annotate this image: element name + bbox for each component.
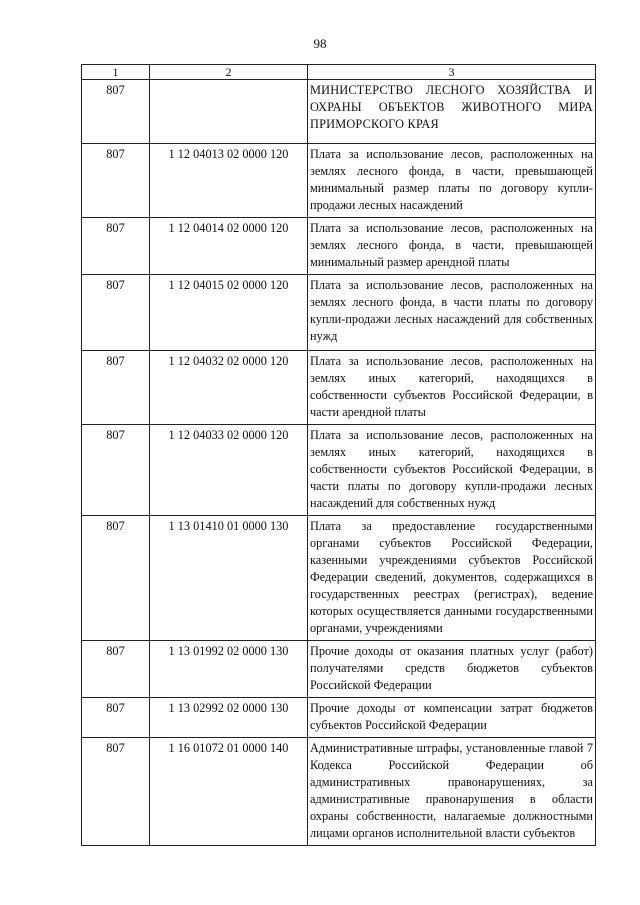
kbk-code-cell xyxy=(150,80,308,144)
kbk-code-cell: 1 16 01072 01 0000 140 xyxy=(150,738,308,846)
description-cell: Плата за использование лесов, расположенных на землях лесного фонда, в части, превышающей минимальный размер арендной платы xyxy=(308,218,596,275)
description-cell: Плата за предоставление государственными органами субъектов Российской Федерации, казенными учреждениями субъектов Российской Федерации сведений, документов, содержащихся в государственных реестрах (регистрах), ведение которых осуществляется данными государственными органами, учреждениями xyxy=(308,516,596,641)
header-col-1: 1 xyxy=(82,65,150,80)
kbk-code-cell: 1 12 04013 02 0000 120 xyxy=(150,144,308,218)
kbk-code-cell: 1 12 04014 02 0000 120 xyxy=(150,218,308,275)
kbk-code-cell: 1 13 02992 02 0000 130 xyxy=(150,698,308,738)
admin-code-cell: 807 xyxy=(82,275,150,351)
table-row xyxy=(82,698,596,738)
admin-code-cell: 807 xyxy=(82,80,150,144)
table-row xyxy=(82,641,596,698)
kbk-code-cell: 1 13 01992 02 0000 130 xyxy=(150,641,308,698)
kbk-code-cell: 1 12 04033 02 0000 120 xyxy=(150,425,308,516)
description-cell: Плата за использование лесов, расположенных на землях иных категорий, находящихся в собственности субъектов Российской Федерации, в части платы по договору купли-продажи лесных насаждений для собственных нужд xyxy=(308,425,596,516)
admin-code-cell: 807 xyxy=(82,144,150,218)
admin-code-cell: 807 xyxy=(82,698,150,738)
description-cell: Плата за использование лесов, расположенных на землях лесного фонда, в части платы по договору купли-продажи лесных насаждений для собственных нужд xyxy=(308,275,596,351)
table-row xyxy=(82,425,596,516)
description-cell: Плата за использование лесов, расположенных на землях лесного фонда, в части, превышающей минимальный размер платы по договору купли-продажи лесных насаждений xyxy=(308,144,596,218)
header-col-3: 3 xyxy=(308,65,596,80)
kbk-code-cell: 1 13 01410 01 0000 130 xyxy=(150,516,308,641)
table-row xyxy=(82,218,596,275)
description-cell: Прочие доходы от компенсации затрат бюджетов субъектов Российской Федерации xyxy=(308,698,596,738)
kbk-code-cell: 1 12 04032 02 0000 120 xyxy=(150,351,308,425)
table-row xyxy=(82,738,596,846)
description-cell: Прочие доходы от оказания платных услуг (работ) получателями средств бюджетов субъектов Российской Федерации xyxy=(308,641,596,698)
admin-code-cell: 807 xyxy=(82,516,150,641)
table-row xyxy=(82,80,596,144)
table-header-row xyxy=(82,65,596,80)
admin-code-cell: 807 xyxy=(82,738,150,846)
admin-code-cell: 807 xyxy=(82,425,150,516)
admin-code-cell: 807 xyxy=(82,218,150,275)
description-cell: Плата за использование лесов, расположенных на землях иных категорий, находящихся в собственности субъектов Российской Федерации, в части арендной платы xyxy=(308,351,596,425)
admin-code-cell: 807 xyxy=(82,641,150,698)
description-cell: Административные штрафы, установленные главой 7 Кодекса Российской Федерации об административных правонарушениях, за административные правонарушения в области охраны собственности, налагаемые должностными лицами органов исполнительной власти субъектов xyxy=(308,738,596,846)
page-number: 98 xyxy=(313,36,327,51)
table-row xyxy=(82,275,596,351)
description-cell: МИНИСТЕРСТВО ЛЕСНОГО ХОЗЯЙСТВА И ОХРАНЫ ОБЪЕКТОВ ЖИВОТНОГО МИРА ПРИМОРСКОГО КРАЯ xyxy=(308,80,596,144)
kbk-code-cell: 1 12 04015 02 0000 120 xyxy=(150,275,308,351)
revenue-codes-table xyxy=(81,64,596,846)
table-row xyxy=(82,144,596,218)
header-col-2: 2 xyxy=(150,65,308,80)
table-row xyxy=(82,351,596,425)
admin-code-cell: 807 xyxy=(82,351,150,425)
table-row xyxy=(82,516,596,641)
